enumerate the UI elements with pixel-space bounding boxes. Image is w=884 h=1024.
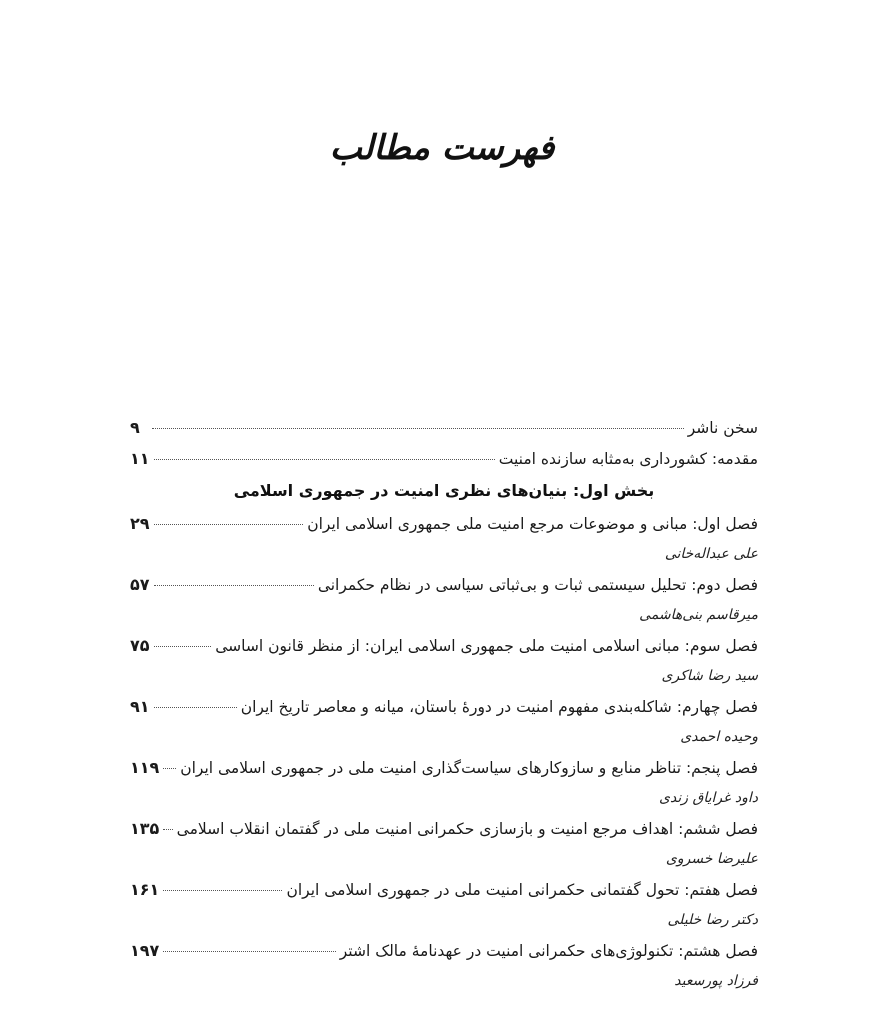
dot-leader	[154, 458, 495, 460]
dot-leader	[154, 584, 314, 586]
dot-leader	[154, 645, 212, 647]
chapter-author: سید رضا شاکری	[661, 668, 758, 684]
toc-entry-chapter-1[interactable]	[130, 508, 758, 539]
toc-entry-chapter-3[interactable]	[130, 630, 758, 661]
toc-page-number: ۱۱	[130, 449, 150, 468]
toc-page-number: ۱۱۹	[130, 758, 160, 777]
toc-entry-title: فصل هشتم: تکنولوژی‌های حکمرانی امنیت در عهدنامهٔ مالک اشتر	[339, 942, 758, 960]
chapter-author: فرزاد پورسعید	[674, 973, 758, 989]
dot-leader	[163, 889, 282, 891]
toc-entry-chapter-4[interactable]	[130, 691, 758, 722]
toc-entry-title: فصل ششم: اهداف مرجع امنیت و بازسازی حکمرانی امنیت ملی در گفتمان انقلاب اسلامی	[176, 820, 758, 838]
toc-page-number: ۷۵	[130, 636, 150, 655]
toc-entry-title: فصل دوم: تحلیل سیستمی ثبات و بی‌ثباتی سیاسی در نظام حکمرانی	[317, 576, 758, 594]
dot-leader	[154, 706, 237, 708]
toc-entry-title: فصل پنجم: تناظر منابع و سازوکارهای سیاست‌گذاری امنیت ملی در جمهوری اسلامی ایران	[180, 759, 758, 777]
page-title: فهرست مطالب	[329, 128, 555, 168]
toc-entry-title: فصل هفتم: تحول گفتمانی حکمرانی امنیت ملی در جمهوری اسلامی ایران	[286, 881, 758, 899]
dot-leader	[163, 828, 172, 830]
toc-page-number: ۱۶۱	[130, 880, 160, 899]
dot-leader	[152, 427, 684, 429]
toc-entry-publisher-note[interactable]	[130, 412, 758, 443]
chapter-author: وحیده احمدی	[680, 729, 758, 745]
toc-page-number: ۵۷	[130, 575, 150, 594]
toc-entry-title: فصل اول: مبانی و موضوعات مرجع امنیت ملی جمهوری اسلامی ایران	[307, 515, 758, 533]
section-heading: بخش اول: بنیان‌های نظری امنیت در جمهوری اسلامی	[233, 481, 655, 500]
toc-page-number: ۲۹	[130, 514, 150, 533]
toc-entry-chapter-5[interactable]	[130, 752, 758, 783]
toc-entry-introduction[interactable]	[130, 443, 758, 474]
chapter-author: علیرضا خسروی	[665, 851, 758, 867]
toc-entry-title: فصل چهارم: شاکله‌بندی مفهوم امنیت در دورهٔ باستان، میانه و معاصر تاریخ ایران	[240, 698, 758, 716]
toc-page-number: ۹۱	[130, 697, 150, 716]
toc-entry-chapter-8[interactable]	[130, 935, 758, 966]
toc-page-number: ۱۹۷	[130, 941, 160, 960]
toc-entry-title: مقدمه: کشورداری به‌مثابه سازنده امنیت	[498, 450, 758, 468]
toc-entry-chapter-7[interactable]	[130, 874, 758, 905]
chapter-author: میرقاسم بنی‌هاشمی	[639, 607, 758, 623]
toc-page-number: ۱۳۵	[130, 819, 160, 838]
table-of-contents	[130, 412, 758, 996]
dot-leader	[163, 950, 335, 952]
toc-page-number: ۹	[130, 418, 140, 437]
toc-entry-chapter-6[interactable]	[130, 813, 758, 844]
chapter-author: داود غرایاق زندی	[659, 790, 758, 806]
chapter-author: دکتر رضا خلیلی	[667, 912, 758, 928]
toc-entry-chapter-2[interactable]	[130, 569, 758, 600]
toc-entry-title: سخن ناشر	[687, 419, 758, 437]
dot-leader	[154, 523, 304, 525]
dot-leader	[163, 767, 176, 769]
toc-entry-title: فصل سوم: مبانی اسلامی امنیت ملی جمهوری اسلامی ایران: از منظر قانون اساسی	[215, 637, 758, 655]
chapter-author: علی عبداله‌خانی	[664, 546, 758, 562]
